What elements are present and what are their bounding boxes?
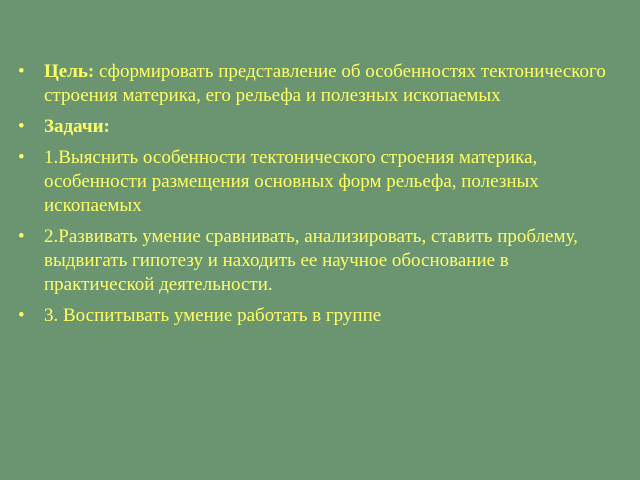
task-text-3: 3. Воспитывать умение работать в группе — [44, 305, 382, 326]
bullet-icon: • — [18, 116, 25, 137]
task-item-2 — [16, 225, 612, 297]
task-item-1 — [16, 146, 612, 218]
bullet-icon: • — [18, 61, 25, 82]
task-text-1: 1.Выяснить особенности тектонического строения материка, особенности размещения основных форм рельефа, полезных ископаемых — [44, 147, 539, 216]
bullet-icon: • — [18, 226, 25, 247]
goal-label: Цель: — [44, 61, 95, 82]
task-item-3 — [16, 304, 612, 328]
goal-item — [16, 60, 612, 108]
bullet-list — [16, 60, 612, 328]
goal-text: сформировать представление об особенностях тектонического строения материка, его рельефа и полезных ископаемых — [44, 61, 606, 106]
task-text-2: 2.Развивать умение сравнивать, анализировать, ставить проблему, выдвигать гипотезу и находить ее научное обоснование в практической деятельности. — [44, 226, 578, 295]
tasks-label: Задачи: — [44, 116, 110, 137]
bullet-icon: • — [18, 147, 25, 168]
bullet-icon: • — [18, 305, 25, 326]
tasks-item — [16, 115, 612, 139]
